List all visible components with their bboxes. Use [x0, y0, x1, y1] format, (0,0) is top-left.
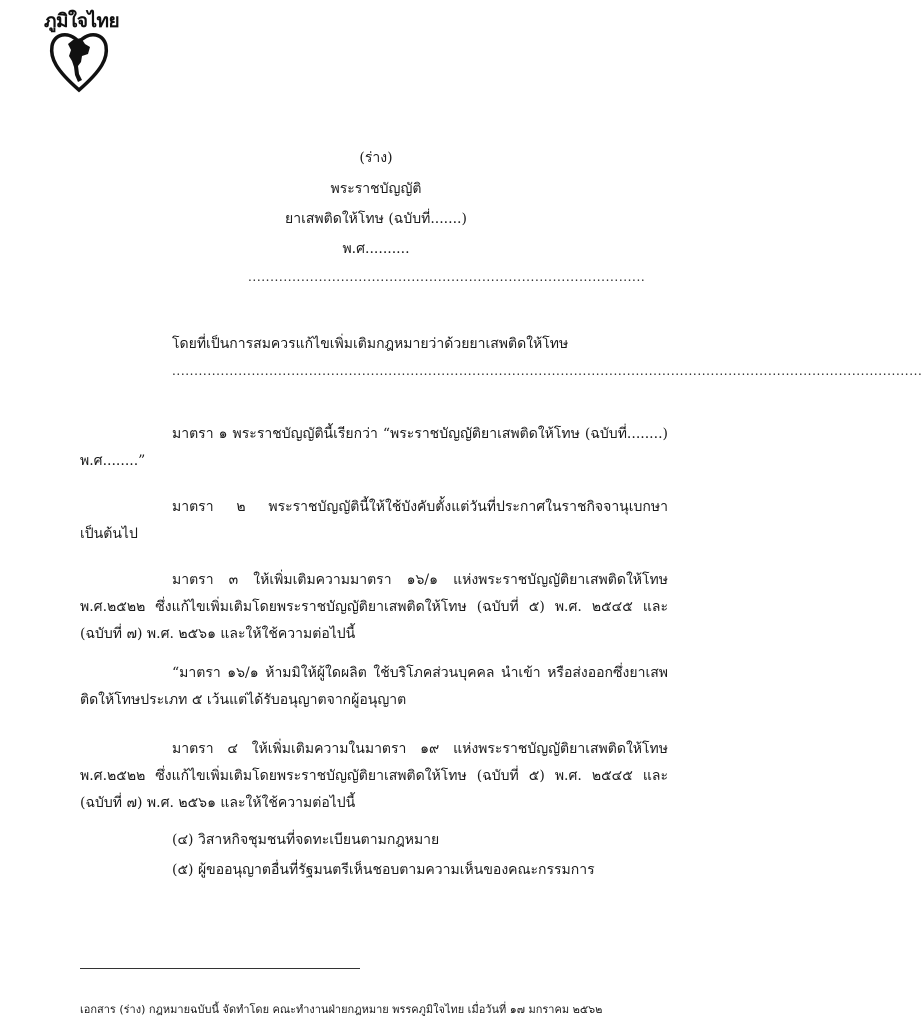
act-title: ยาเสพติดให้โทษ (ฉบับที่.......) [285, 211, 467, 227]
preamble: โดยที่เป็นการสมควรแก้ไขเพิ่มเติมกฎหมายว่าด้วยยาเสพติดให้โทษ [172, 336, 569, 352]
footnote-divider [80, 968, 360, 969]
draft-label: (ร่าง) [359, 150, 393, 166]
preamble-dotted-line: .......................................................................................................................................................................... [172, 364, 922, 378]
heart-thailand-map-icon [48, 28, 110, 94]
section-4: มาตรา ๔ ให้เพิ่มเติมความในมาตรา ๑๙ แห่งพระราชบัญญัติยาเสพติดให้โทษ พ.ศ.๒๕๒๒ ซึ่งแก้ไขเพิ่มเติมโดยพระราชบัญญัติยาเสพติดให้โทษ (ฉบับที่ ๕) พ.ศ. ๒๕๔๕ และ (ฉบับที่ ๗) พ.ศ. ๒๕๖๑ และให้ใช้ความต่อไปนี้ [80, 741, 668, 811]
title-dotted-line: .......................................................................................... [248, 270, 646, 284]
section-16-1-quote: “มาตรา ๑๖/๑ ห้ามมิให้ผู้ใดผลิต ใช้บริโภคส่วนบุคคล นำเข้า หรือส่งออกซึ่งยาเสพติดให้โทษประเภท ๕ เว้นแต่ได้รับอนุญาตจากผู้อนุญาต [80, 665, 668, 708]
party-logo [38, 6, 118, 94]
logo-text: ภูมิใจไทย [44, 10, 120, 32]
item-4: (๔) วิสาหกิจชุมชนที่จดทะเบียนตามกฎหมาย [172, 832, 440, 848]
item-5: (๕) ผู้ขออนุญาตอื่นที่รัฐมนตรีเห็นชอบตามความเห็นของคณะกรรมการ [172, 862, 595, 878]
section-3: มาตรา ๓ ให้เพิ่มเติมความมาตรา ๑๖/๑ แห่งพระราชบัญญัติยาเสพติดให้โทษ พ.ศ.๒๕๒๒ ซึ่งแก้ไขเพิ่มเติมโดยพระราชบัญญัติยาเสพติดให้โทษ (ฉบับที่ ๕) พ.ศ. ๒๕๔๕ และ (ฉบับที่ ๗) พ.ศ. ๒๕๖๑ และให้ใช้ความต่อไปนี้ [80, 572, 668, 642]
section-2: มาตรา ๒ พระราชบัญญัตินี้ให้ใช้บังคับตั้งแต่วันที่ประกาศในราชกิจจานุเบกษาเป็นต้นไป [80, 499, 668, 542]
section-1: มาตรา ๑ พระราชบัญญัตินี้เรียกว่า “พระราชบัญญัติยาเสพติดให้โทษ (ฉบับที่........) พ.ศ........” [80, 426, 668, 469]
footnote: เอกสาร (ร่าง) กฎหมายฉบับนี้ จัดทำโดย คณะทำงานฝ่ายกฎหมาย พรรคภูมิใจไทย เมื่อวันที่ ๑๗ มกราคม ๒๕๖๒ [80, 1003, 603, 1016]
act-year: พ.ศ.......... [342, 241, 410, 257]
act-label: พระราชบัญญัติ [330, 181, 422, 197]
